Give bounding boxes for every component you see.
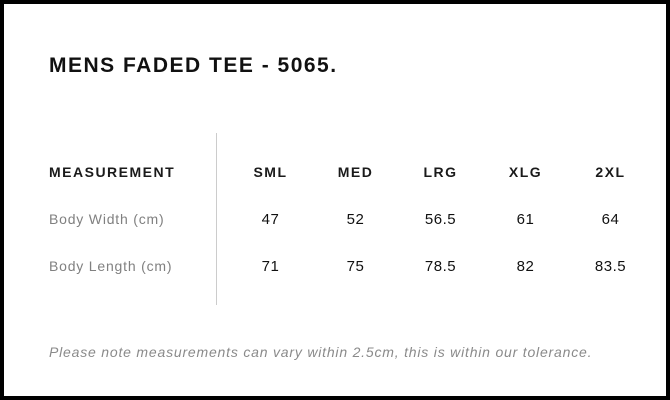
column-header-sml: SML [253,164,288,180]
column-header-lrg: LRG [423,164,458,180]
cell-value: 71 [261,257,280,275]
cell-value: 82 [516,257,535,275]
cell-value: 83.5 [594,257,627,275]
row-value-cells [228,211,653,228]
cell-value: 61 [516,210,535,228]
table-divider [216,133,217,305]
column-header-2xl: 2XL [595,164,626,180]
tolerance-note: Please note measurements can vary within 2.5cm, this is within our tolerance. [49,344,593,360]
column-header-med: MED [337,164,374,180]
cell-value: 56.5 [424,210,457,228]
cell-value: 78.5 [424,257,457,275]
size-table [49,133,653,305]
page-title: MENS FADED TEE - 5065. [49,54,338,77]
cell-value: 75 [346,257,365,275]
row-value-cells [228,258,653,275]
cell-value: 64 [601,210,620,228]
table-header-row [49,163,653,181]
row-label: Body Width (cm) [49,211,165,227]
table-row-body-width [49,210,653,228]
row-label: Body Length (cm) [49,258,173,274]
table-row-body-length [49,257,653,275]
column-header-measurement: MEASUREMENT [49,164,176,180]
cell-value: 52 [346,210,365,228]
cell-value: 47 [261,210,280,228]
column-header-xlg: XLG [508,164,543,180]
size-header-cells [228,164,653,180]
